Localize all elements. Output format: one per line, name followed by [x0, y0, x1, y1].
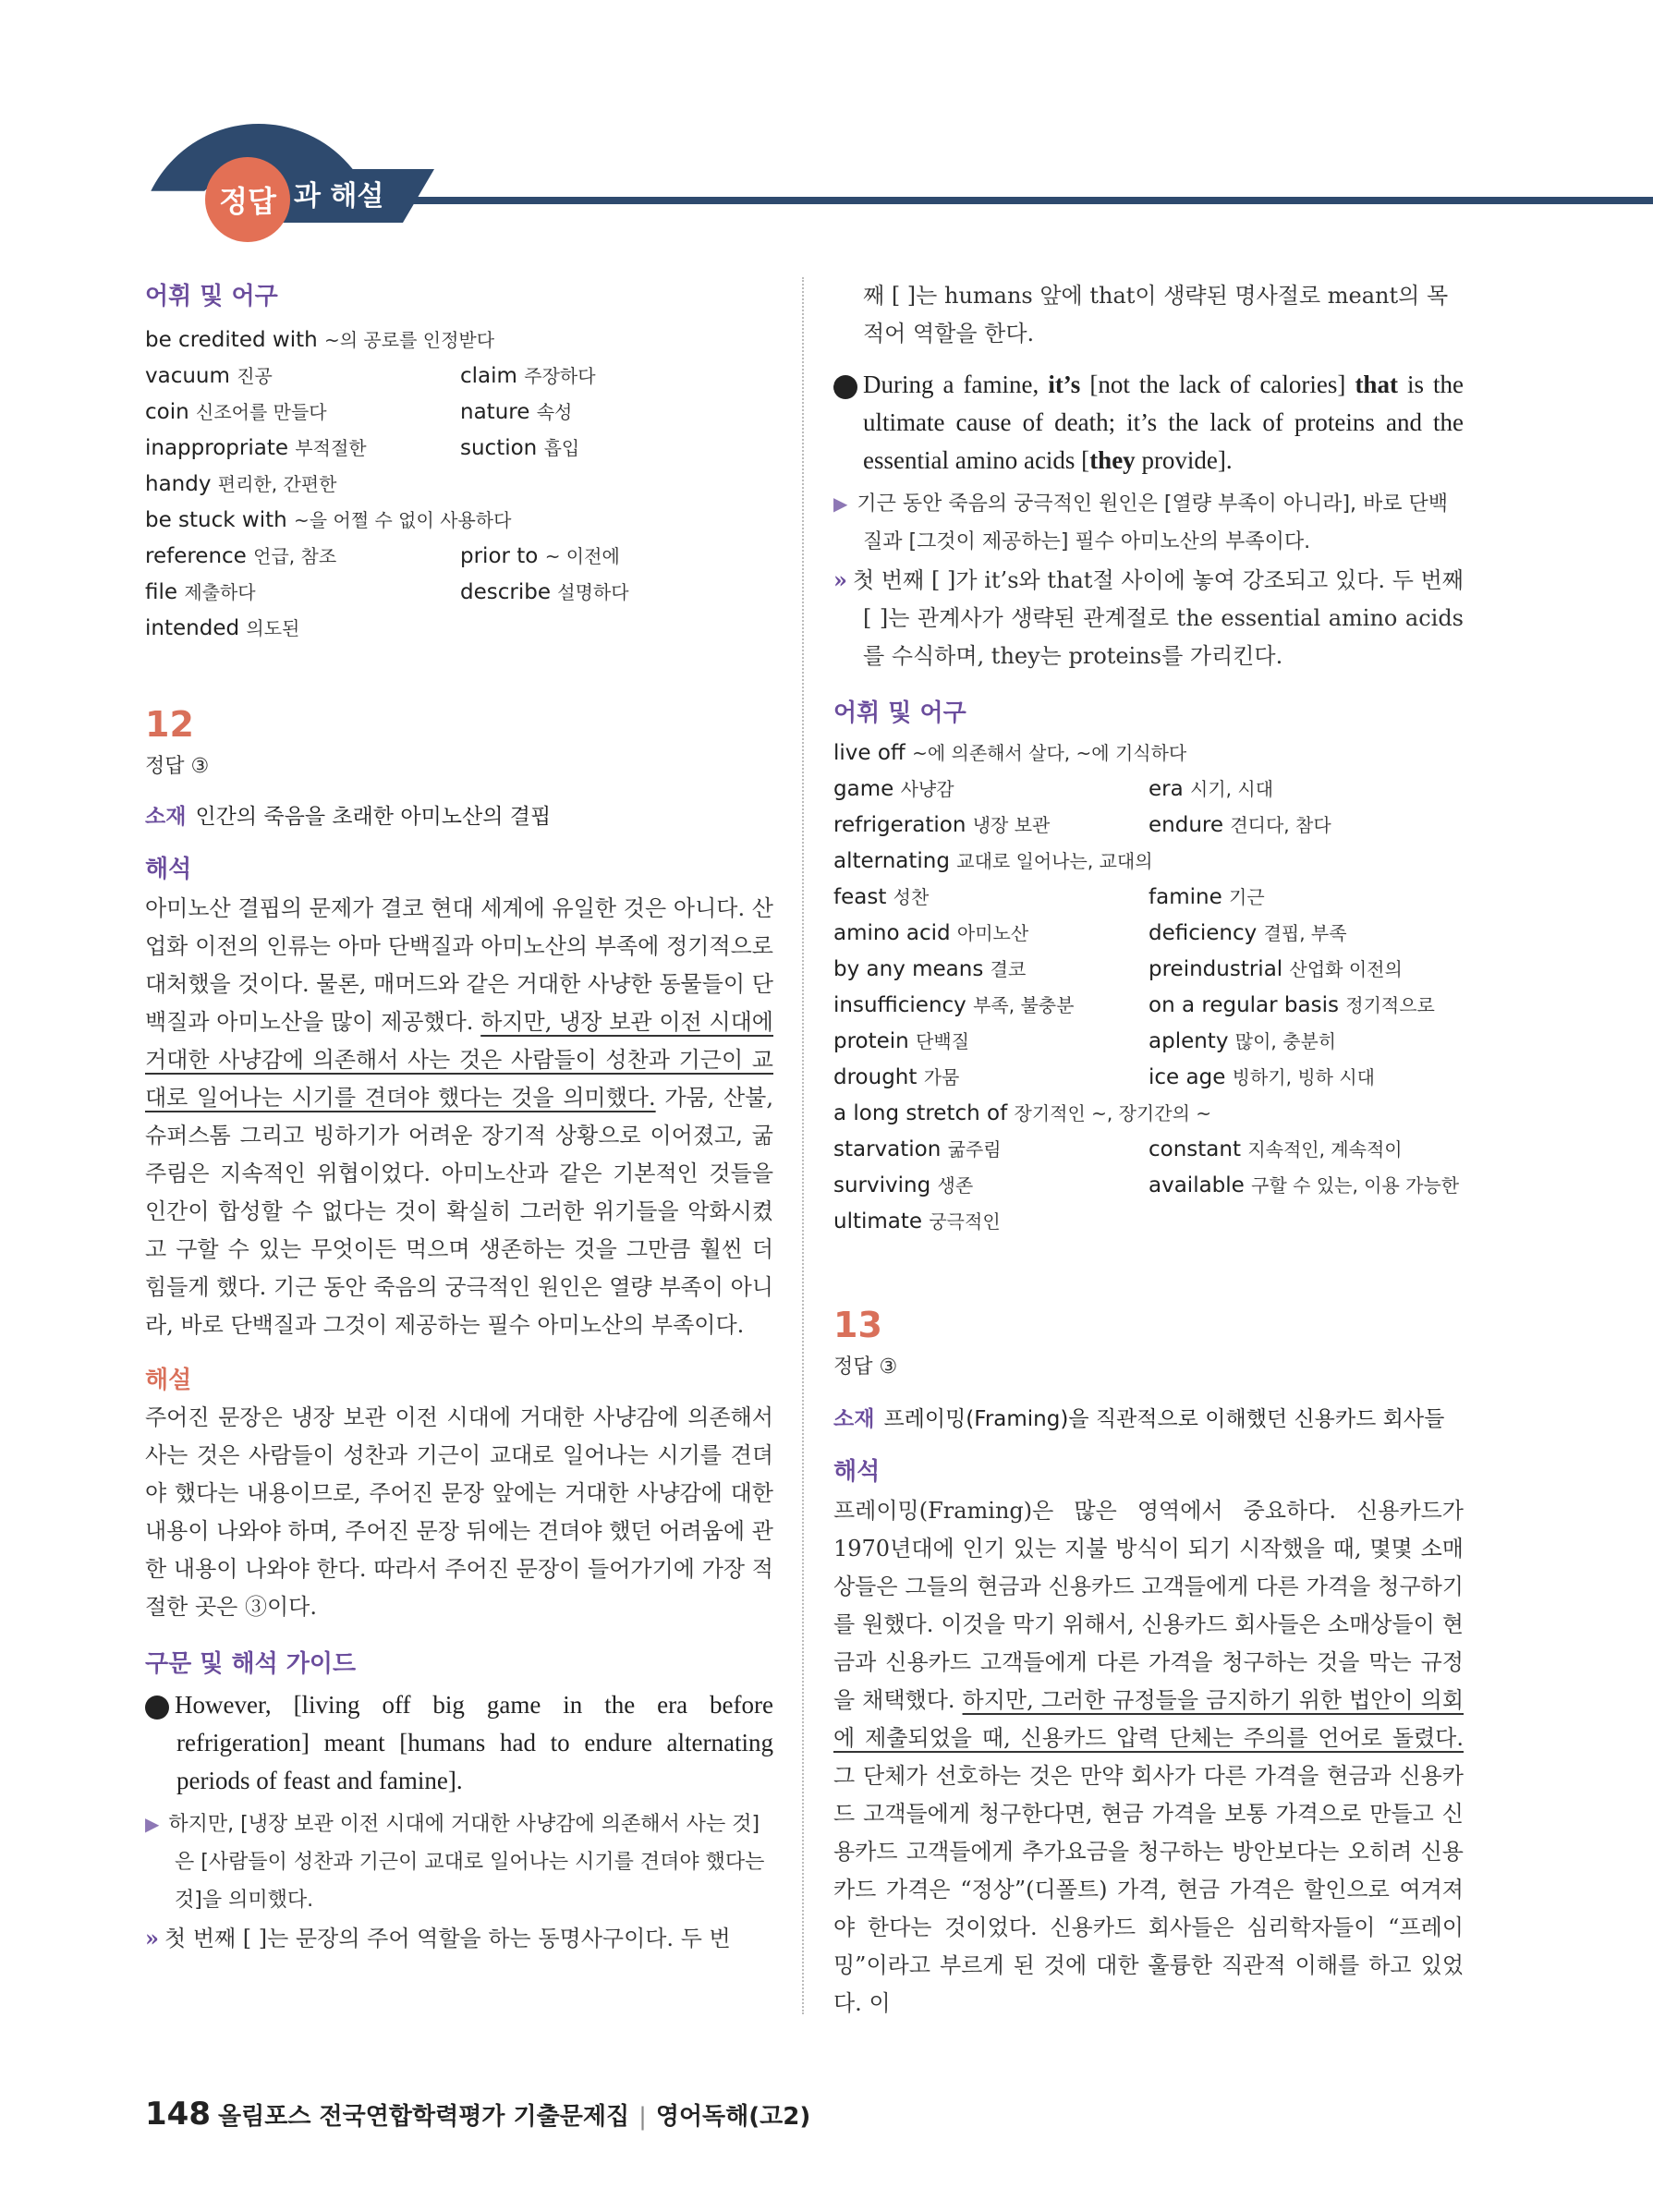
topic-text: 프레이밍(Framing)을 직관적으로 이해했던 신용카드 회사들 — [883, 1407, 1445, 1431]
vocab-english: amino acid — [833, 921, 951, 945]
vocab-item — [833, 916, 1149, 952]
vocab-english: file — [145, 580, 178, 604]
answer-12: 정답 ③ — [145, 755, 210, 778]
vocab-korean: ~ 이전에 — [544, 545, 620, 567]
vocab-english: era — [1149, 777, 1184, 801]
vocab-korean: 언급, 참조 — [253, 545, 337, 567]
vocab-korean: ~을 어쩔 수 없이 사용하다 — [294, 509, 512, 531]
vocab-english: reference — [145, 544, 247, 568]
vocab-item — [833, 1024, 1149, 1060]
translation-text-a: 아미노산 결핍의 문제가 결코 현대 세계에 유일한 것은 아니다. 산업화 이전의 인류는 아마 단백질과 아미노산의 부족에 정기적으로 대처했을 것이다. 물론, 매머드와 같은 거대한 사냥한 동물들이 단백질과 아미노산을 많이 제공했다. — [145, 895, 773, 1035]
sentence-1-english — [136, 1686, 773, 1800]
sentence-2-translation-text: 기근 동안 죽음의 궁극적인 원인은 [열량 부족이 아니라], 바로 단백질과 [그것이 제공하는] 필수 아미노산의 부족이다. — [857, 492, 1449, 553]
translation-text-b: 그 단체가 선호하는 것은 만약 회사가 다른 가격을 현금과 신용카드 고객들에게 청구한다면, 현금 가격을 보통 가격으로 만들고 신용카드 고객들에게 추가요금을 청구하는 방안보다는 오히려 신용카드 가격은 “정상”(디폴트) 가격, 현금 가격은 할인으로 여겨져야 한다는 것이었다. 신용카드 회사들은 심리학자들이 “프레이밍”이라고 부르게 된 것에 대한 훌륭한 직관적 이해를 하고 있었다. 이 — [833, 1763, 1464, 2016]
explanation-12: 주어진 문장은 냉장 보관 이전 시대에 거대한 사냥감에 의존해서 사는 것은 사람들이 성찬과 기근이 교대로 일어나는 시기를 견뎌야 했다는 내용이므로, 주어진 문장 앞에는 거대한 사냥감에 대한 내용이 나와야 하며, 주어진 문장 뒤에는 견뎌야 했던 어려움에 관한 내용이 나와야 한다. 따라서 주어진 문장이 들어가기에 가장 적절한 곳은 ③이다. — [145, 1404, 773, 1620]
triangle-icon: ▶ — [145, 1813, 160, 1835]
vocab-korean: 주장하다 — [524, 365, 596, 387]
vocab-english: feast — [833, 885, 887, 909]
book-title: 올림포스 전국연합학력평가 기출문제집 — [217, 2103, 630, 2131]
topic-12 — [145, 799, 773, 830]
s2-part: provide]. — [1135, 446, 1233, 474]
topic-text: 인간의 죽음을 초래한 아미노산의 결핍 — [195, 805, 552, 829]
vocab-english: be credited with — [145, 328, 318, 352]
vocab-korean: 산업화 이전의 — [1289, 958, 1403, 980]
vocab-english: alternating — [833, 849, 950, 873]
translation-13 — [833, 1492, 1464, 2023]
sentence-1-text: However, [living off big game in the era before refrigeration] meant [humans had to endure alternating periods of feast and famine]. — [175, 1691, 773, 1794]
vocab-korean: 지속적인, 계속적이 — [1247, 1138, 1403, 1161]
topic-13 — [833, 1402, 1464, 1432]
vocab-korean: 사냥감 — [900, 778, 954, 800]
vocab-item — [833, 808, 1149, 844]
explanation-title-12: 해설 — [145, 1367, 192, 1394]
s2-bold: that — [1355, 371, 1398, 398]
vocab-english: a long stretch of — [833, 1101, 1008, 1125]
vocab-item — [833, 735, 1463, 772]
vocab-item — [833, 952, 1149, 988]
vocab-title-1: 어휘 및 어구 — [145, 283, 278, 310]
right-column — [825, 277, 1465, 2023]
page-footer — [145, 2096, 810, 2133]
vocab-korean: 기근 — [1229, 886, 1265, 908]
vocab-item — [1149, 1168, 1463, 1204]
vocab-korean: 가뭄 — [923, 1066, 960, 1088]
vocab-korean: 부족, 불충분 — [973, 994, 1075, 1016]
vocab-korean: 견디다, 참다 — [1230, 814, 1331, 836]
translation-underlined: 하지만, 냉장 보관 이전 시대에 거대한 사냥감에 의존해서 사는 것은 사람들이 성찬과 기근이 교대로 일어나는 시기를 견뎌야 했다는 것을 의미했다. — [145, 1009, 773, 1111]
vocab-english: deficiency — [1149, 921, 1258, 945]
vocab-english: nature — [460, 400, 530, 424]
vocab-item — [1149, 952, 1463, 988]
vocab-english: by any means — [833, 957, 984, 981]
vocab-korean: 신조어를 만들다 — [196, 401, 327, 423]
vocab-item — [1149, 1132, 1463, 1168]
vocab-english: drought — [833, 1065, 918, 1089]
vocab-english: endure — [1149, 813, 1224, 837]
vocab-korean: 속성 — [536, 401, 573, 423]
problem-number-13: 13 — [833, 1305, 882, 1345]
vocab-item — [1149, 1024, 1463, 1060]
vocab-english: preindustrial — [1149, 957, 1283, 981]
vocab-english: insufficiency — [833, 993, 966, 1017]
vocab-korean: 구할 수 있는, 이용 가능한 — [1251, 1174, 1460, 1197]
vocab-english: coin — [145, 400, 189, 424]
sentence-1-translation-text: 하지만, [냉장 보관 이전 시대에 거대한 사냥감에 의존해서 사는 것]은 [사람들이 성찬과 기근이 교대로 일어나는 시기를 견뎌야 했다는 것]을 의미했다. — [168, 1813, 765, 1912]
translation-text-b: 가뭄, 산불, 슈퍼스톰 그리고 빙하기가 어려운 장기적 상황으로 이어졌고, 굶주림은 지속적인 위협이었다. 아미노산과 같은 기본적인 것들을 인간이 합성할 수 없다는 것이 확실히 그러한 위기들을 악화시켰고 구할 수 있는 무엇이든 먹으며 생존하는 것을 그만큼 훨씬 더 힘들게 했다. 기근 동안 죽음의 궁극적인 원인은 열량 부족이 아니라, 바로 단백질과 그것이 제공하는 필수 아미노산의 부족이다. — [145, 1085, 773, 1338]
vocab-english: prior to — [460, 544, 539, 568]
vocab-english: aplenty — [1149, 1029, 1229, 1053]
sentence-1-translation — [145, 1805, 773, 1919]
sentence-2-translation — [833, 485, 1464, 561]
vocab-item — [145, 359, 460, 395]
translation-title-13: 해석 — [833, 1458, 881, 1486]
vocab-item — [1149, 808, 1463, 844]
vocab-item — [833, 772, 1149, 808]
vocab-korean: 부적절한 — [295, 437, 367, 459]
sentence-1-note — [145, 1919, 773, 1958]
vocab-english: constant — [1149, 1137, 1241, 1161]
double-chevron-icon: » — [145, 1925, 159, 1951]
sentence-2-note-text: 첫 번째 [ ]가 it’s와 that절 사이에 놓여 강조되고 있다. 두 번째 [ ]는 관계사가 생략된 관계절로 the essential amino acids를 수식하며, they는 proteins를 가리킨다. — [853, 567, 1464, 669]
vocab-korean: 장기적인 ~, 장기간의 ~ — [1014, 1102, 1212, 1124]
s2-part: During a famine, — [863, 371, 1049, 398]
vocab-item — [833, 844, 1463, 880]
s2-part: is the ultimate cause of death; it’s the lack of proteins and the essential amino acids [ — [863, 371, 1465, 474]
translation-title-12: 해석 — [145, 856, 192, 883]
vocab-korean: 설명하다 — [557, 581, 629, 603]
vocab-english: suction — [460, 436, 538, 460]
vocab-item — [1149, 880, 1463, 916]
vocab-item — [833, 1060, 1149, 1096]
vocab-item — [460, 395, 774, 431]
footer-separator: | — [638, 2103, 647, 2131]
left-column — [136, 277, 773, 1958]
vocab-item — [833, 988, 1149, 1024]
vocab-korean: 성찬 — [893, 886, 930, 908]
topic-label: 소재 — [833, 1407, 875, 1431]
vocab-item — [145, 539, 460, 575]
triangle-icon: ▶ — [833, 492, 848, 515]
vocab-list-1 — [145, 322, 773, 647]
vocab-english: starvation — [833, 1137, 942, 1161]
translation-underlined: 하지만, 그러한 규정들을 금지하기 위한 법안이 의회에 제출되었을 때, 신용카드 압력 단체는 주의를 언어로 돌렸다. — [833, 1687, 1465, 1751]
s2-bold: they — [1089, 446, 1136, 474]
vocab-korean: 교대로 일어나는, 교대의 — [956, 850, 1153, 872]
vocab-item — [833, 1168, 1149, 1204]
vocab-english: inappropriate — [145, 436, 288, 460]
vocab-item — [460, 359, 774, 395]
vocab-korean: 정기적으로 — [1345, 994, 1435, 1016]
vocab-item — [460, 575, 774, 611]
vocab-item — [833, 1096, 1463, 1132]
vocab-korean: 아미노산 — [956, 922, 1029, 944]
vocab-item — [145, 467, 774, 503]
number-2-icon: 2 — [833, 375, 857, 399]
vocab-korean: ~에 의존해서 살다, ~에 기식하다 — [912, 742, 1187, 764]
vocab-english: game — [833, 777, 894, 801]
vocab-title-2: 어휘 및 어구 — [833, 699, 966, 727]
vocab-english: surviving — [833, 1173, 931, 1197]
vocab-english: claim — [460, 364, 517, 388]
vocab-english: intended — [145, 616, 240, 640]
s2-bold: it’s — [1048, 371, 1081, 398]
header-rule — [407, 197, 1653, 204]
vocab-korean: 궁극적인 — [929, 1210, 1001, 1233]
vocab-item — [145, 611, 774, 647]
vocab-korean: 굶주림 — [947, 1138, 1002, 1161]
sentence-1-note-text: 첫 번째 [ ]는 문장의 주어 역할을 하는 동명사구이다. 두 번 — [164, 1926, 731, 1951]
vocab-item — [1149, 1060, 1463, 1096]
vocab-korean: 시기, 시대 — [1190, 778, 1274, 800]
vocab-korean: 결핍, 부족 — [1263, 922, 1347, 944]
s2-part: [not the lack of calories] — [1080, 371, 1355, 398]
double-chevron-icon: » — [833, 566, 847, 593]
vocab-item — [145, 322, 774, 359]
vocab-item — [1149, 772, 1463, 808]
vocab-item — [145, 503, 774, 539]
sentence-1-note-continued: 째 [ ]는 humans 앞에 that이 생략된 명사절로 meant의 목적어 역할을 한다. — [863, 283, 1449, 346]
vocab-item — [460, 539, 774, 575]
vocab-english: refrigeration — [833, 813, 966, 837]
vocab-item — [1149, 916, 1463, 952]
header-circle-label: 정답 — [205, 157, 290, 242]
vocab-english: be stuck with — [145, 508, 287, 532]
vocab-english: on a regular basis — [1149, 993, 1339, 1017]
number-1-icon: 1 — [145, 1695, 169, 1720]
translation-12 — [145, 890, 773, 1344]
vocab-english: vacuum — [145, 364, 230, 388]
vocab-korean: 단백질 — [916, 1030, 970, 1052]
vocab-korean: 빙하기, 빙하 시대 — [1232, 1066, 1375, 1088]
vocab-korean: 진공 — [237, 365, 273, 387]
vocab-korean: 편리한, 간편한 — [217, 473, 337, 495]
vocab-english: ice age — [1149, 1065, 1226, 1089]
guide-title-12: 구문 및 해석 가이드 — [145, 1650, 357, 1678]
header-title: 과 해설 — [294, 180, 384, 213]
vocab-item — [460, 431, 774, 467]
vocab-english: live off — [833, 741, 906, 765]
answer-13: 정답 ③ — [833, 1355, 898, 1379]
vocab-korean: 냉장 보관 — [972, 814, 1051, 836]
vocab-korean: 결코 — [990, 958, 1027, 980]
vocab-item — [145, 431, 460, 467]
vocab-korean: 많이, 충분히 — [1234, 1030, 1337, 1052]
vocab-item — [145, 395, 460, 431]
vocab-list-2 — [833, 735, 1464, 1240]
vocab-english: available — [1149, 1173, 1245, 1197]
problem-number-12: 12 — [145, 704, 194, 745]
vocab-korean: ~의 공로를 인정받다 — [324, 329, 495, 351]
vocab-korean: 생존 — [937, 1174, 974, 1197]
vocab-english: describe — [460, 580, 551, 604]
page-number: 148 — [145, 2096, 211, 2133]
vocab-korean: 흡입 — [543, 437, 580, 459]
vocab-item — [833, 880, 1149, 916]
vocab-item — [1149, 988, 1463, 1024]
vocab-english: protein — [833, 1029, 909, 1053]
column-divider — [802, 277, 804, 2014]
vocab-korean: 의도된 — [246, 617, 300, 639]
vocab-item — [833, 1132, 1149, 1168]
topic-label: 소재 — [145, 805, 187, 829]
sentence-2-note — [833, 561, 1464, 675]
vocab-english: ultimate — [833, 1209, 923, 1234]
vocab-english: handy — [145, 472, 212, 496]
sentence-2-english — [825, 366, 1465, 480]
vocab-english: famine — [1149, 885, 1222, 909]
translation-text-a: 프레이밍(Framing)은 많은 영역에서 중요하다. 신용카드가 1970년대에 인기 있는 지불 방식이 되기 시작했을 때, 몇몇 소매상들은 그들의 현금과 신용카드 고객들에게 다른 가격을 청구하기를 원했다. 이것을 막기 위해서, 신용카드 회사들은 소매상들이 현금과 신용카드 고객들에게 다른 가격을 청구하는 것을 막는 규정을 채택했다. — [833, 1498, 1464, 1713]
subject-title: 영어독해(고2) — [655, 2103, 811, 2131]
vocab-item — [145, 575, 460, 611]
vocab-korean: 제출하다 — [184, 581, 256, 603]
vocab-item — [833, 1204, 1463, 1240]
